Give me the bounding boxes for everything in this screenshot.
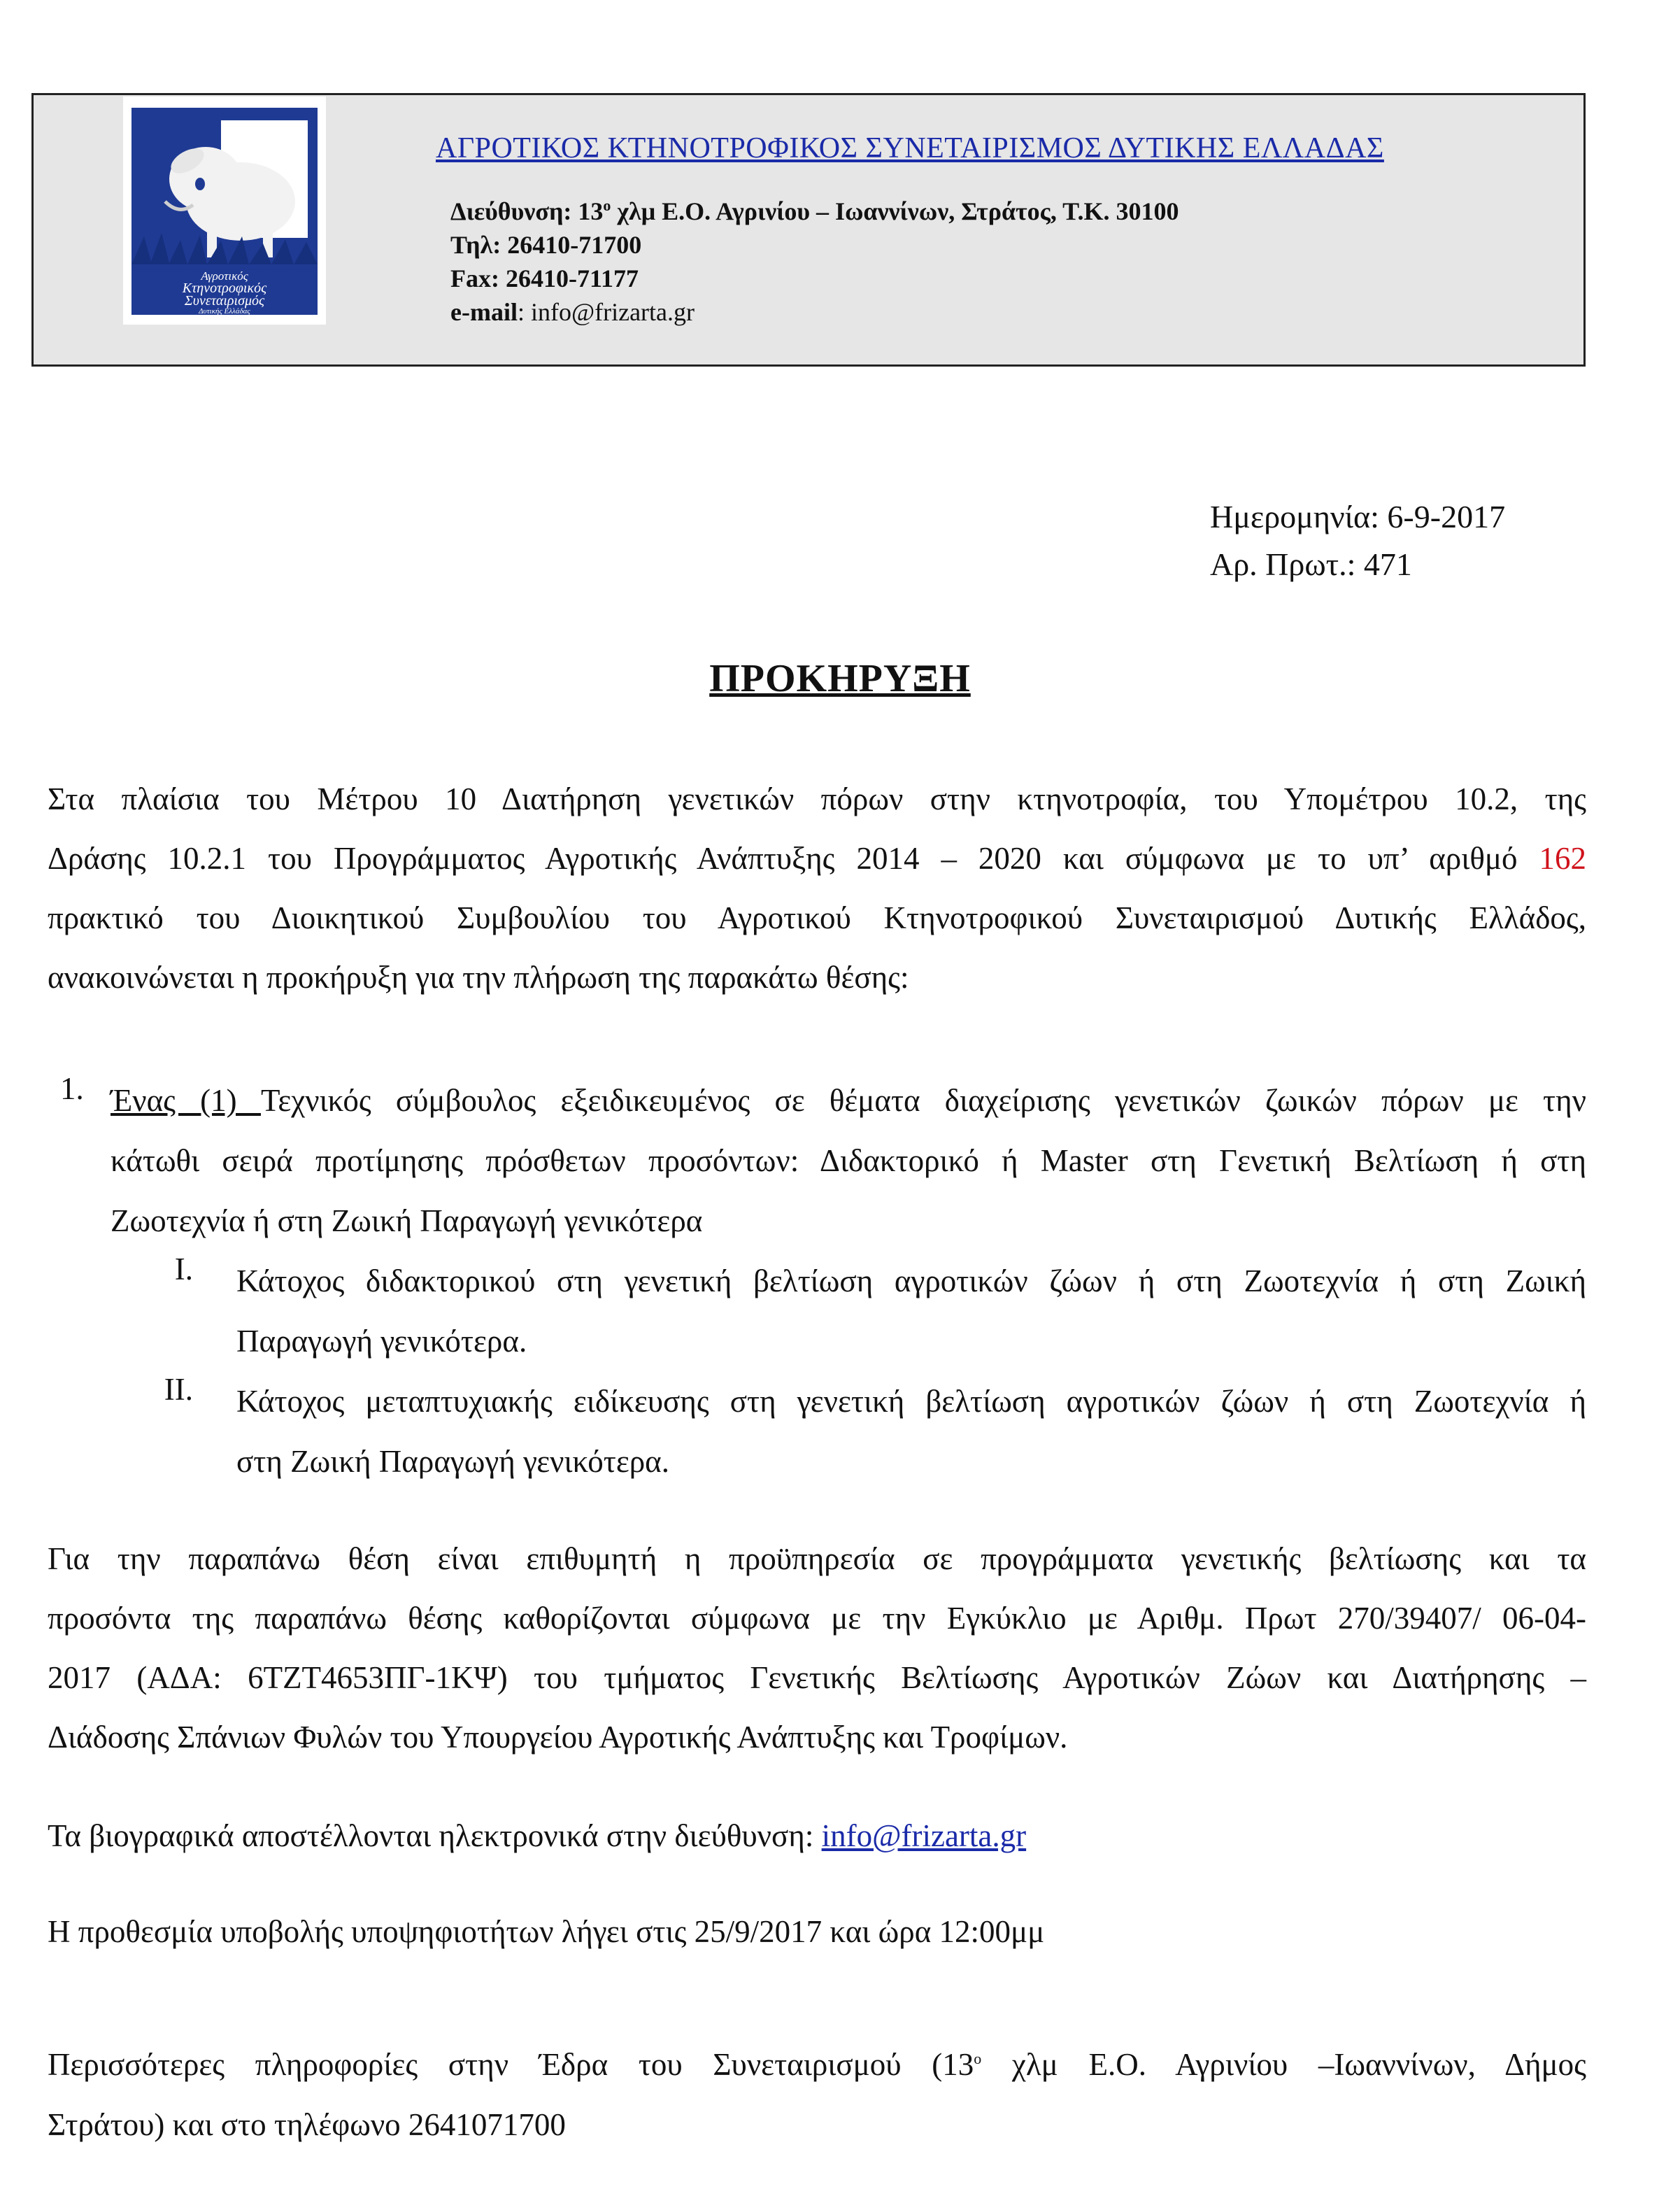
- list-item-text: [111, 1070, 1586, 1251]
- organization-title: ΑΓΡΟΤΙΚΟΣ ΚΤΗΝΟΤΡΟΦΙΚΟΣ ΣΥΝΕΤΑΙΡΙΣΜΟΣ ΔΥΤΙΚΗΣ ΕΛΛΑΔΑΣ: [436, 132, 1384, 164]
- address-text: χλμ Ε.Ο. Αγρινίου – Ιωαννίνων, Στράτος, Τ.Κ. 30100: [617, 197, 1179, 225]
- intro-paragraph: [48, 770, 1586, 1007]
- contact-info-line-1-post: χλμ Ε.Ο. Αγρινίου –Ιωαννίνων, Δήμος: [981, 2047, 1587, 2082]
- email-line: [450, 297, 695, 327]
- document-heading: ΠΡΟΚΗΡΥΞΗ: [709, 657, 971, 700]
- contact-info-superscript: ο: [974, 2050, 982, 2067]
- email-value: : info@frizarta.gr: [517, 298, 695, 326]
- requirements-line-2: προσόντα της παραπάνω θέσης καθορίζονται σύμφωνα με την Εγκύκλιο με Αριθμ. Πρωτ 270/39407/ 06-04-: [48, 1601, 1586, 1636]
- intro-line-4: ανακοινώνεται η προκήρυξη για την πλήρωση της παρακάτω θέσης:: [48, 960, 909, 995]
- subitem-2-line-1: Κάτοχος μεταπτυχιακής ειδίκευσης στη γενετική βελτίωση αγροτικών ζώων ή στη Ζωοτεχνία ή: [236, 1384, 1586, 1419]
- cv-submission-text: Τα βιογραφικά αποστέλλονται ηλεκτρονικά στην διεύθυνση:: [48, 1818, 822, 1853]
- address-km: 13: [578, 197, 604, 225]
- document-date: Ημερομηνία: 6-9-2017: [1210, 499, 1506, 534]
- email-link[interactable]: info@frizarta.gr: [821, 1818, 1027, 1853]
- decision-number: 162: [1539, 841, 1586, 876]
- contact-info-paragraph: [48, 2029, 1586, 2155]
- intro-line-1: Στα πλαίσια του Μέτρου 10 Διατήρηση γενετικών πόρων στην κτηνοτροφία, του Υπομέτρου 10.2, της: [48, 781, 1586, 816]
- letterhead-box: [31, 93, 1586, 367]
- email-label: e-mail: [450, 298, 518, 326]
- address-line: [450, 197, 1179, 226]
- fax-line: Fax: 26410-71177: [450, 264, 639, 292]
- list-item-number: 1.: [60, 1071, 84, 1106]
- list-item-line-1-rest: Τεχνικός σύμβουλος εξειδικευμένος σε θέματα διαχείρισης γενετικών ζωικών πόρων με την: [260, 1083, 1586, 1118]
- logo-text-line2: Κτηνοτροφικός: [182, 281, 267, 296]
- requirements-line-4: Διάδοσης Σπάνιων Φυλών του Υπουργείου Αγροτικής Ανάπτυξης και Τροφίμων.: [48, 1720, 1068, 1755]
- subitem-text-2: [236, 1371, 1586, 1492]
- list-item-line-2: κάτωθι σειρά προτίμησης πρόσθετων προσόντων: Διδακτορικό ή Master στη Γενετική Βελτίωση ή στη: [111, 1143, 1586, 1178]
- protocol-number: Αρ. Πρωτ.: 471: [1210, 546, 1412, 582]
- contact-info-line-1-pre: Περισσότερες πληροφορίες στην Έδρα του Συνεταιρισμού (13: [48, 2047, 974, 2082]
- subitem-text-1: [236, 1251, 1586, 1371]
- cv-submission-line: [48, 1818, 1026, 1854]
- list-item-line-3: Ζωοτεχνία ή στη Ζωική Παραγωγή γενικότερα: [111, 1203, 703, 1238]
- address-label: Διεύθυνση:: [450, 197, 572, 225]
- cooperative-logo: [123, 97, 326, 325]
- subitem-number-1: I.: [174, 1252, 193, 1287]
- subitem-2-line-2: στη Ζωική Παραγωγή γενικότερα.: [236, 1444, 669, 1479]
- logo-text-line1: Αγροτικός: [201, 269, 248, 283]
- phone-line: Τηλ: 26410-71700: [450, 231, 642, 259]
- logo-graphic: [123, 97, 326, 325]
- contact-info-line-1: [48, 2029, 1586, 2095]
- contact-info-line-2: Στράτου) και στο τηλέφωνο 2641071700: [48, 2107, 566, 2142]
- intro-line-3: πρακτικό του Διοικητικού Συμβουλίου του Αγροτικού Κτηνοτροφικού Συνεταιρισμού Δυτικής Ελλάδος,: [48, 900, 1586, 935]
- subitem-1-line-2: Παραγωγή γενικότερα.: [236, 1324, 527, 1359]
- intro-line-2: [48, 829, 1586, 888]
- requirements-line-1: Για την παραπάνω θέση είναι επιθυμητή η προϋπηρεσία σε προγράμματα γενετικής βελτίωσης και τα: [48, 1541, 1586, 1576]
- intro-line-2-text: Δράσης 10.2.1 του Προγράμματος Αγροτικής Ανάπτυξης 2014 – 2020 και σύμφωνα με το υπ’ αριθμό: [48, 841, 1518, 876]
- logo-text-line4: Δυτικής Ελλάδας: [199, 307, 250, 316]
- subitem-1-line-1: Κάτοχος διδακτορικού στη γενετική βελτίωση αγροτικών ζώων ή στη Ζωοτεχνία ή στη Ζωική: [236, 1263, 1586, 1298]
- deadline-line: Η προθεσμία υποβολής υποψηφιοτήτων λήγει στις 25/9/2017 και ώρα 12:00μμ: [48, 1914, 1045, 1949]
- subitem-number-2: II.: [164, 1372, 193, 1407]
- logo-text-line3: Συνεταιρισμός: [184, 293, 265, 309]
- requirements-line-3: 2017 (ΑΔΑ: 6ΤΖΤ4653ΠΓ-1ΚΨ) του τμήματος Γενετικής Βελτίωσης Αγροτικών Ζώων και Διατήρησης –: [48, 1660, 1586, 1695]
- address-superscript: ο: [603, 197, 611, 214]
- requirements-paragraph: [48, 1529, 1586, 1767]
- list-item-line-1: [111, 1070, 1586, 1131]
- position-count: Ένας (1): [111, 1083, 261, 1118]
